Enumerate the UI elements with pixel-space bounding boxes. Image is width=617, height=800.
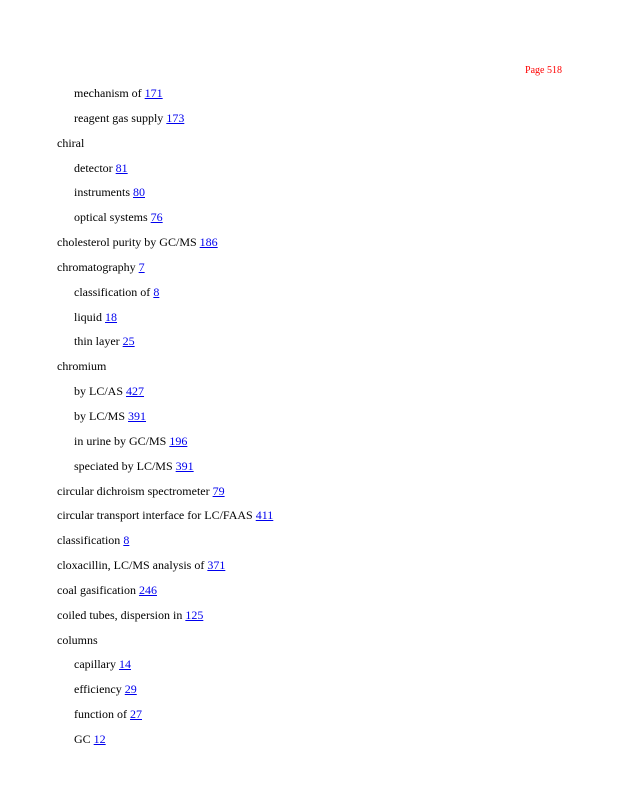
index-subentry (57, 731, 273, 756)
index-subentry (57, 681, 273, 706)
index-term: by LC/MS (74, 408, 126, 423)
index-term: efficiency (74, 682, 122, 697)
index-term: mechanism of (74, 86, 142, 100)
page-link[interactable]: 7 (138, 259, 145, 274)
index-term: circular dichroism spectrometer (57, 483, 210, 498)
index-term: reagent gas supply (74, 110, 164, 125)
index-entry (57, 507, 273, 532)
index-entry (57, 607, 273, 632)
page-link[interactable]: 391 (175, 458, 194, 473)
index-subentry (57, 110, 273, 135)
index-subentry (57, 656, 273, 681)
index-term: capillary (74, 657, 116, 672)
page-link[interactable]: 371 (207, 558, 226, 573)
page-link[interactable]: 427 (126, 384, 145, 399)
index-term: classification (57, 533, 121, 548)
index-term: chiral (57, 135, 85, 150)
index-subentry (57, 184, 273, 209)
index-subentry (57, 408, 273, 433)
index-term: speciated by LC/MS (74, 458, 173, 473)
index-entry (57, 557, 273, 582)
page-link[interactable]: 171 (144, 86, 163, 100)
index-entry (57, 532, 273, 557)
index-term: liquid (74, 309, 103, 324)
page-link[interactable]: 411 (255, 508, 274, 523)
index-term: cloxacillin, LC/MS analysis of (57, 558, 205, 573)
page-link[interactable]: 125 (185, 607, 204, 622)
index-term: thin layer (74, 334, 120, 349)
page-link[interactable]: 79 (212, 483, 225, 498)
index-term: chromatography (57, 259, 136, 274)
index-subentry (57, 333, 273, 358)
page-link[interactable]: 25 (122, 334, 135, 349)
page-link[interactable]: 8 (153, 284, 160, 299)
index-term: instruments (74, 185, 130, 200)
page-link[interactable]: 246 (138, 582, 157, 597)
index-entry (57, 483, 273, 508)
index-list (57, 85, 273, 756)
index-term: columns (57, 632, 98, 647)
index-term: function of (74, 707, 127, 722)
index-subentry (57, 160, 273, 185)
page-link[interactable]: 18 (105, 309, 118, 324)
index-entry (57, 259, 273, 284)
page-link[interactable]: 391 (128, 408, 147, 423)
index-term: by LC/AS (74, 384, 124, 399)
page-link[interactable]: 8 (123, 533, 130, 548)
index-entry (57, 358, 273, 383)
index-term: coal gasification (57, 582, 136, 597)
page-link[interactable]: 173 (166, 110, 185, 125)
index-term: detector (74, 160, 113, 175)
page-link[interactable]: 76 (150, 210, 163, 225)
page-link[interactable]: 29 (124, 682, 137, 697)
index-subentry (57, 458, 273, 483)
page-link[interactable]: 80 (133, 185, 145, 200)
page-link[interactable]: 12 (93, 731, 106, 746)
index-subentry (57, 383, 273, 408)
index-term: optical systems (74, 210, 148, 225)
index-subentry (57, 706, 273, 731)
index-subentry (57, 284, 273, 309)
page-number: Page 518 (525, 65, 562, 76)
index-term: coiled tubes, dispersion in (57, 607, 183, 622)
index-term: circular transport interface for LC/FAAS (57, 508, 253, 523)
page-link[interactable]: 14 (118, 657, 131, 672)
page-link[interactable]: 27 (130, 707, 142, 722)
index-subentry (57, 209, 273, 234)
index-entry (57, 135, 273, 160)
index-entry (57, 632, 273, 657)
index-subentry (57, 309, 273, 334)
index-subentry (57, 433, 273, 458)
index-entry (57, 582, 273, 607)
index-term: in urine by GC/MS (74, 433, 167, 448)
page-link[interactable]: 81 (115, 160, 128, 175)
page-link[interactable]: 186 (199, 235, 218, 250)
index-subentry (57, 85, 273, 110)
index-term: chromium (57, 359, 107, 374)
index-term: GC (74, 731, 91, 746)
index-entry (57, 234, 273, 259)
index-term: cholesterol purity by GC/MS (57, 235, 197, 250)
index-term: classification of (74, 284, 151, 299)
page-link[interactable]: 196 (169, 433, 188, 448)
